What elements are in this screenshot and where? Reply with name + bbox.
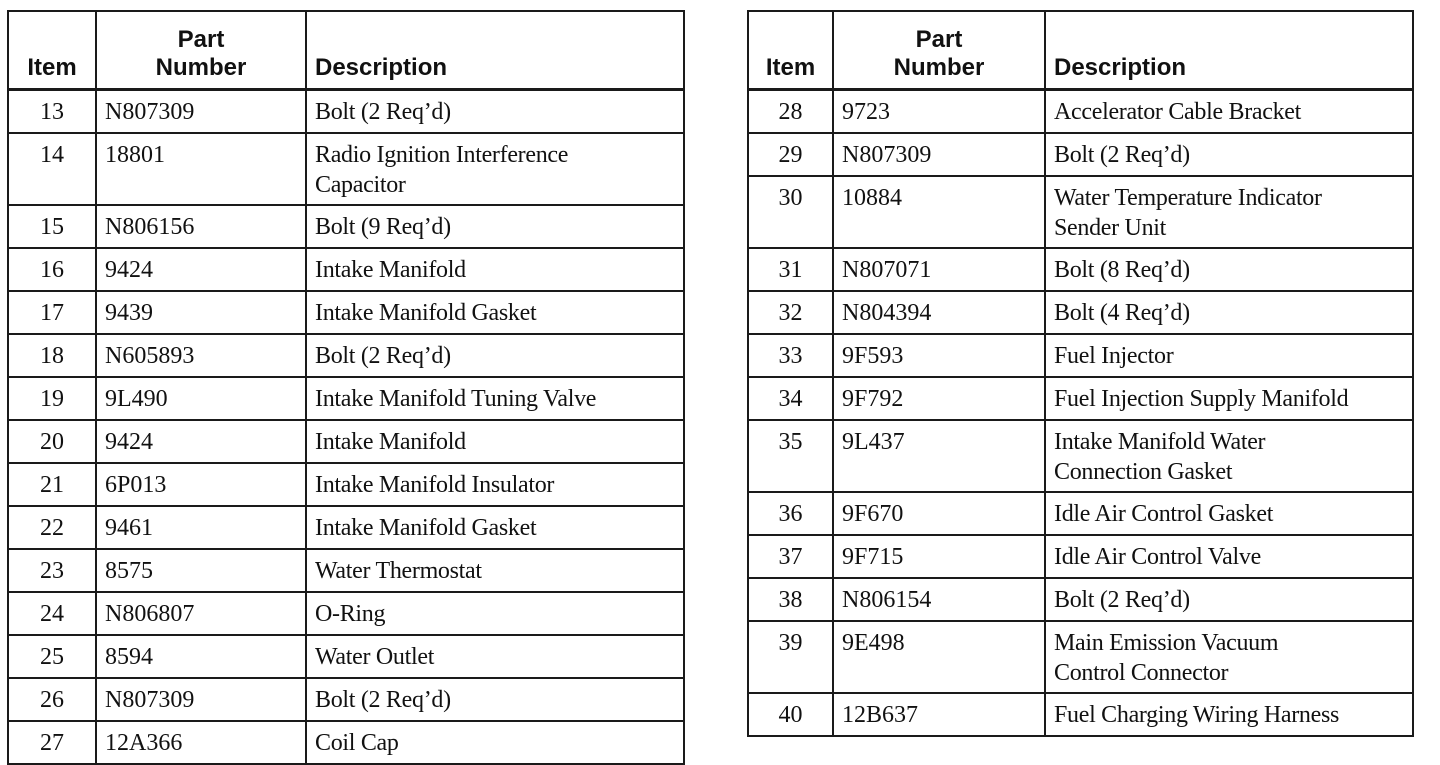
table-row (748, 90, 1413, 134)
part-number-cell: 9424 (96, 420, 306, 463)
column-header-number-line: Number (893, 54, 985, 81)
description-cell (1045, 420, 1413, 492)
description-line: Bolt (2 Req’d) (1054, 587, 1190, 613)
description-line: Bolt (2 Req’d) (315, 99, 451, 125)
description-line: Idle Air Control Gasket (1054, 501, 1274, 527)
description-line: Bolt (2 Req’d) (1054, 142, 1190, 168)
table-row (748, 248, 1413, 291)
item-number-cell: 34 (748, 377, 833, 420)
description-line: Fuel Injection Supply Manifold (1054, 386, 1349, 412)
description-cell (306, 592, 684, 635)
part-number-cell: N807309 (833, 133, 1045, 176)
parts-table-right (747, 10, 1414, 737)
description-cell (306, 334, 684, 377)
description-line: O-Ring (315, 601, 386, 627)
description-cell (306, 205, 684, 248)
table-row (748, 377, 1413, 420)
part-number-cell: 9F593 (833, 334, 1045, 377)
part-number-cell: N806807 (96, 592, 306, 635)
description-cell (1045, 492, 1413, 535)
description-cell (306, 291, 684, 334)
description-cell (306, 420, 684, 463)
description-cell (306, 721, 684, 764)
item-number-cell: 16 (8, 248, 96, 291)
part-number-cell: N806156 (96, 205, 306, 248)
table-row (8, 678, 684, 721)
description-line: Main Emission Vacuum (1054, 630, 1279, 656)
table-row (8, 635, 684, 678)
description-line: Intake Manifold (315, 429, 466, 455)
description-cell (306, 133, 684, 205)
part-number-cell: 10884 (833, 176, 1045, 248)
description-line: Bolt (2 Req’d) (315, 343, 451, 369)
item-number-cell: 15 (8, 205, 96, 248)
item-number-cell: 20 (8, 420, 96, 463)
description-line: Bolt (2 Req’d) (315, 687, 451, 713)
description-cell (1045, 621, 1413, 693)
item-number-cell: 23 (8, 549, 96, 592)
item-number-cell: 24 (8, 592, 96, 635)
description-line: Intake Manifold Gasket (315, 515, 537, 541)
table-row (748, 420, 1413, 492)
description-cell (306, 549, 684, 592)
item-number-cell: 30 (748, 176, 833, 248)
part-number-cell: 9F792 (833, 377, 1045, 420)
table-header-row (8, 11, 684, 90)
description-line: Coil Cap (315, 730, 399, 756)
description-line: Bolt (9 Req’d) (315, 214, 451, 240)
description-line: Intake Manifold Insulator (315, 472, 555, 498)
table-row (8, 592, 684, 635)
description-line: Accelerator Cable Bracket (1054, 99, 1302, 125)
description-cell (1045, 535, 1413, 578)
part-number-cell: N804394 (833, 291, 1045, 334)
item-number-cell: 21 (8, 463, 96, 506)
column-header-part-number (833, 11, 1045, 90)
column-header-part-number (96, 11, 306, 90)
part-number-cell: N807309 (96, 678, 306, 721)
description-cell (306, 678, 684, 721)
description-line: Bolt (4 Req’d) (1054, 300, 1190, 326)
part-number-cell: 9F715 (833, 535, 1045, 578)
description-line: Connection Gasket (1054, 459, 1233, 485)
description-cell (1045, 377, 1413, 420)
description-line: Fuel Injector (1054, 343, 1174, 369)
table-row (8, 463, 684, 506)
item-number-cell: 25 (8, 635, 96, 678)
description-cell (1045, 176, 1413, 248)
parts-table-left (7, 10, 685, 765)
item-number-cell: 26 (8, 678, 96, 721)
table-row (748, 334, 1413, 377)
description-line: Fuel Charging Wiring Harness (1054, 702, 1340, 728)
part-number-cell: 9461 (96, 506, 306, 549)
column-header-item: Item (8, 11, 96, 90)
item-number-cell: 31 (748, 248, 833, 291)
column-header-description: Description (306, 11, 684, 90)
table-row (748, 621, 1413, 693)
table-row (8, 248, 684, 291)
part-number-cell: 9424 (96, 248, 306, 291)
table-row (748, 693, 1413, 736)
description-cell (1045, 90, 1413, 134)
column-header-item: Item (748, 11, 833, 90)
table-row (748, 535, 1413, 578)
part-number-cell: N605893 (96, 334, 306, 377)
description-line: Control Connector (1054, 660, 1229, 686)
table-row (8, 90, 684, 134)
table-row (8, 506, 684, 549)
description-cell (1045, 248, 1413, 291)
description-cell (1045, 578, 1413, 621)
description-line: Capacitor (315, 172, 406, 198)
item-number-cell: 40 (748, 693, 833, 736)
table-row (8, 291, 684, 334)
part-number-cell: 12A366 (96, 721, 306, 764)
part-number-cell: 9F670 (833, 492, 1045, 535)
table-row (748, 578, 1413, 621)
item-number-cell: 22 (8, 506, 96, 549)
column-header-part-line: Part (915, 26, 963, 53)
description-cell (306, 377, 684, 420)
table-row (748, 492, 1413, 535)
description-line: Idle Air Control Valve (1054, 544, 1261, 570)
item-number-cell: 29 (748, 133, 833, 176)
description-line: Water Temperature Indicator (1054, 185, 1322, 211)
item-number-cell: 36 (748, 492, 833, 535)
description-line: Intake Manifold Water (1054, 429, 1266, 455)
description-line: Intake Manifold (315, 257, 466, 283)
part-number-cell: 9E498 (833, 621, 1045, 693)
description-cell (1045, 693, 1413, 736)
part-number-cell: 8575 (96, 549, 306, 592)
table-row (8, 205, 684, 248)
item-number-cell: 38 (748, 578, 833, 621)
table-row (748, 291, 1413, 334)
part-number-cell: 9L437 (833, 420, 1045, 492)
description-cell (306, 635, 684, 678)
part-number-cell: 12B637 (833, 693, 1045, 736)
parts-table-left-body (8, 90, 684, 765)
description-line: Water Thermostat (315, 558, 482, 584)
table-row (8, 334, 684, 377)
item-number-cell: 37 (748, 535, 833, 578)
description-cell (1045, 133, 1413, 176)
parts-table-right-body (748, 90, 1413, 737)
description-line: Intake Manifold Gasket (315, 300, 537, 326)
description-cell (306, 463, 684, 506)
item-number-cell: 33 (748, 334, 833, 377)
description-line: Sender Unit (1054, 215, 1167, 241)
item-number-cell: 27 (8, 721, 96, 764)
part-number-cell: 8594 (96, 635, 306, 678)
part-number-cell: 9439 (96, 291, 306, 334)
item-number-cell: 39 (748, 621, 833, 693)
part-number-cell: N806154 (833, 578, 1045, 621)
description-line: Bolt (8 Req’d) (1054, 257, 1190, 283)
table-row (748, 176, 1413, 248)
table-row (8, 549, 684, 592)
part-number-cell: N807309 (96, 90, 306, 134)
table-row (8, 721, 684, 764)
part-number-cell: 18801 (96, 133, 306, 205)
item-number-cell: 32 (748, 291, 833, 334)
column-header-number-line: Number (155, 54, 247, 81)
description-cell (1045, 291, 1413, 334)
table-row (748, 133, 1413, 176)
description-line: Radio Ignition Interference (315, 142, 569, 168)
item-number-cell: 19 (8, 377, 96, 420)
part-number-cell: 9L490 (96, 377, 306, 420)
description-cell (1045, 334, 1413, 377)
item-number-cell: 17 (8, 291, 96, 334)
part-number-cell: 6P013 (96, 463, 306, 506)
description-cell (306, 248, 684, 291)
column-header-part-line: Part (177, 26, 225, 53)
part-number-cell: 9723 (833, 90, 1045, 134)
description-cell (306, 506, 684, 549)
item-number-cell: 35 (748, 420, 833, 492)
description-cell (306, 90, 684, 134)
part-number-cell: N807071 (833, 248, 1045, 291)
table-row (8, 377, 684, 420)
item-number-cell: 18 (8, 334, 96, 377)
description-line: Intake Manifold Tuning Valve (315, 386, 597, 412)
item-number-cell: 28 (748, 90, 833, 134)
item-number-cell: 13 (8, 90, 96, 134)
table-header-row (748, 11, 1413, 90)
table-row (8, 133, 684, 205)
column-header-description: Description (1045, 11, 1413, 90)
table-row (8, 420, 684, 463)
item-number-cell: 14 (8, 133, 96, 205)
description-line: Water Outlet (315, 644, 435, 670)
